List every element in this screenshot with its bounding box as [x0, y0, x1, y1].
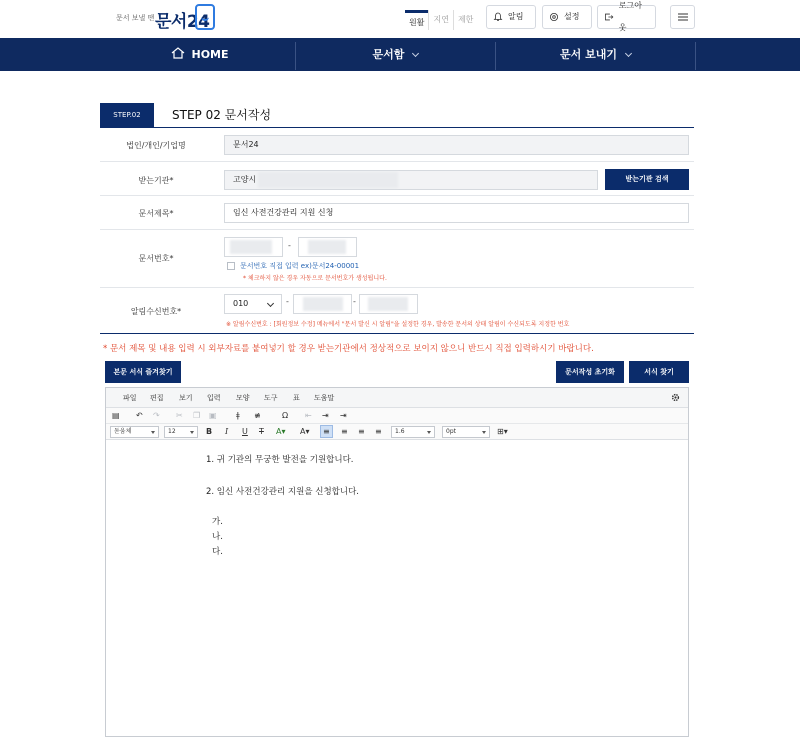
chevron-down-icon	[267, 300, 274, 307]
redacted-text	[308, 240, 346, 254]
doc-number-direct-checkbox[interactable]	[227, 262, 235, 270]
reset-button[interactable]: 문서작성 초기화	[556, 361, 624, 383]
clear-format-icon[interactable]: ≢	[254, 411, 261, 420]
nav-send-label: 문서 보내기	[560, 48, 617, 61]
doc-number-label: 문서번호*	[138, 254, 174, 263]
bold-icon[interactable]: B	[206, 427, 213, 436]
redacted-text	[230, 240, 272, 254]
notification-label: 알림	[508, 12, 524, 21]
letter-spacing-select[interactable]	[442, 426, 490, 438]
align-center-icon[interactable]: ≡	[341, 427, 348, 436]
row-divider	[100, 287, 694, 288]
nav-home-label: HOME	[191, 48, 229, 61]
favorite-template-button[interactable]: 본문 서식 즐겨찾기	[105, 361, 181, 383]
redacted-text	[303, 297, 343, 311]
italic-icon[interactable]: I	[225, 427, 229, 436]
row-divider	[100, 195, 694, 196]
logout-icon	[604, 12, 614, 22]
phone-prefix-select[interactable]	[224, 294, 282, 314]
table-icon[interactable]: ⊞▾	[497, 427, 508, 436]
doc-line[interactable]: 가.	[212, 517, 223, 527]
letter-spacing-value: 0pt	[446, 428, 456, 435]
row-divider	[100, 161, 694, 162]
bell-icon	[493, 12, 503, 22]
menu-table[interactable]: 표	[293, 394, 300, 402]
dash-separator: -	[288, 241, 291, 250]
dash-separator: -	[286, 297, 289, 306]
font-size-value: 12	[168, 428, 176, 435]
doc-title-label: 문서제목*	[138, 209, 174, 218]
text-color-icon[interactable]: A▾	[276, 427, 286, 436]
receiver-value: 고양시	[233, 175, 257, 184]
font-family-select[interactable]	[110, 426, 159, 438]
logout-label: 로그아웃	[618, 1, 642, 32]
company-field: 문서24	[224, 135, 689, 155]
logo-phone-icon	[195, 4, 215, 30]
top-header	[0, 0, 800, 38]
hamburger-icon	[677, 12, 689, 22]
status-tab-normal[interactable]: 원활	[405, 10, 428, 30]
phone-prefix-value: 010	[233, 299, 249, 308]
underline-icon[interactable]: U	[242, 427, 248, 436]
logo-tagline: 문서 보낼 땐	[116, 14, 155, 22]
logo[interactable]: 문서24	[155, 12, 210, 32]
receiver-search-button[interactable]: 받는기관 검색	[605, 169, 689, 190]
font-family-value: 돋움체	[114, 428, 132, 435]
find-template-button[interactable]: 서식 찾기	[629, 361, 689, 383]
row-divider	[100, 229, 694, 230]
settings-button[interactable]	[542, 5, 592, 29]
nav-send[interactable]	[496, 38, 695, 71]
redo-icon[interactable]: ↷	[153, 411, 160, 420]
menu-insert[interactable]: 입력	[207, 394, 221, 402]
doc-line[interactable]: 나.	[212, 532, 223, 542]
doc-line[interactable]: 다.	[212, 547, 223, 557]
dash-separator: -	[353, 297, 356, 306]
nav-divider	[695, 42, 696, 70]
menu-format[interactable]: 모양	[236, 394, 250, 402]
align-left-icon: ≡	[323, 427, 330, 436]
menu-file[interactable]: 파일	[123, 394, 137, 402]
redacted-text	[368, 297, 408, 311]
nav-home[interactable]	[105, 38, 295, 71]
menu-help[interactable]: 도움말	[314, 394, 335, 402]
gear-icon	[549, 12, 559, 22]
settings-label: 설정	[564, 12, 580, 21]
document-editor	[105, 387, 689, 737]
doc-title-input[interactable]: 임신 사전건강관리 지원 신청	[224, 203, 689, 223]
status-tab-delay[interactable]: 지연	[428, 10, 452, 30]
indent-icon[interactable]: ⇥	[340, 411, 347, 420]
doc-number-note: * 체크하지 않은 경우 자동으로 문서번호가 생성됩니다.	[243, 275, 387, 282]
doc-line[interactable]: 2. 임신 사전건강관리 지원을 신청합니다.	[206, 487, 359, 497]
menu-view[interactable]: 보기	[179, 394, 193, 402]
service-status-tabs	[405, 10, 477, 30]
paste-warning: * 문서 제목 및 내용 입력 시 외부자료를 붙여넣기 할 경우 받는기관에서 정상적으로 보이지 않으니 반드시 직접 입력하시기 바랍니다.	[103, 344, 594, 354]
strike-format-icon[interactable]: ǂ	[236, 411, 240, 420]
redacted-text	[258, 172, 398, 188]
menu-edit[interactable]: 편집	[150, 394, 164, 402]
phone-label: 알림수신번호*	[130, 307, 182, 316]
phone-note: ※ 알림수신번호 : [회원정보 수정] 메뉴에서 "문서 발신 시 알림"을 설정한 경우, 발송한 문서의 상태 알림이 수신되도록 지정한 번호	[226, 321, 570, 328]
menu-tools[interactable]: 도구	[264, 394, 278, 402]
page-title: STEP 02 문서작성	[172, 108, 272, 122]
divider	[100, 127, 694, 128]
editor-toolbar-1	[106, 408, 688, 424]
editor-menubar	[106, 388, 688, 408]
indent-more-icon[interactable]: ⇥	[322, 411, 329, 420]
chevron-down-icon	[625, 50, 632, 57]
strikethrough-icon[interactable]: T	[259, 427, 264, 436]
undo-icon[interactable]: ↶	[136, 411, 143, 420]
cut-icon[interactable]: ✂	[176, 411, 183, 420]
doc-number-direct-label: 문서번호 직접 입력 ex)문서24-00001	[240, 262, 360, 270]
form-bottom-line	[100, 333, 694, 334]
logout-button[interactable]	[597, 1, 656, 32]
nav-inbox-label: 문서함	[372, 48, 405, 61]
step-badge: STEP.02	[100, 103, 154, 127]
main-nav	[0, 38, 800, 71]
copy-icon[interactable]: ❐	[193, 411, 201, 420]
receiver-label: 받는기관*	[138, 176, 174, 185]
line-height-select[interactable]	[391, 426, 435, 438]
doc-line[interactable]: 1. 귀 기관의 무궁한 발전을 기원합니다.	[206, 455, 354, 465]
print-icon[interactable]: ▤	[112, 411, 120, 420]
align-justify-icon[interactable]: ≡	[375, 427, 382, 436]
paste-icon[interactable]: ▣	[209, 411, 217, 420]
line-height-value: 1.6	[395, 428, 405, 435]
highlight-icon[interactable]: A▾	[300, 427, 310, 436]
outdent-icon[interactable]: ⇤	[305, 411, 312, 420]
notification-button[interactable]	[486, 5, 536, 29]
font-size-select[interactable]	[164, 426, 198, 438]
chevron-down-icon	[412, 50, 419, 57]
align-right-icon[interactable]: ≡	[358, 427, 365, 436]
menu-button[interactable]	[670, 5, 695, 29]
special-char-icon[interactable]: Ω	[282, 411, 289, 420]
home-icon	[171, 47, 185, 59]
editor-toolbar-2	[106, 424, 688, 440]
company-label: 법인/개인/기업명	[126, 141, 186, 150]
status-tab-limit[interactable]: 제한	[453, 10, 477, 30]
nav-inbox[interactable]	[296, 38, 495, 71]
gear-icon[interactable]	[671, 393, 680, 402]
